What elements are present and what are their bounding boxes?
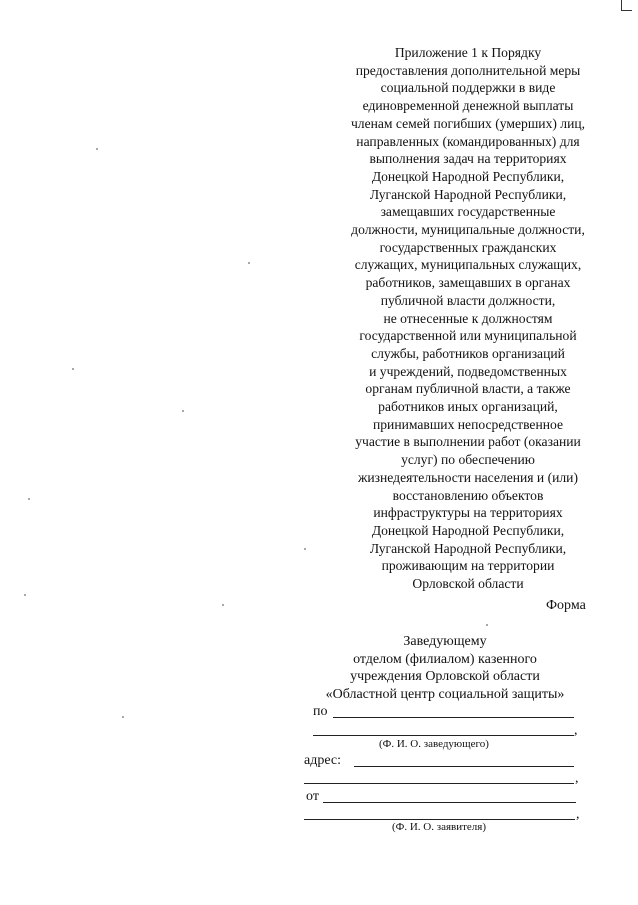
address-field-continued[interactable] bbox=[304, 783, 574, 784]
po-label: по bbox=[313, 704, 328, 719]
annex-line: выполнения задач на территориях bbox=[369, 151, 567, 167]
applicant-comma: , bbox=[576, 807, 580, 822]
annex-line: принимавших непосредственное bbox=[372, 416, 563, 432]
annex-line: Луганской Народной Республики, bbox=[369, 186, 567, 202]
addressee-line: Заведующему bbox=[403, 634, 487, 649]
annex-line: должности, муниципальные должности, bbox=[351, 222, 585, 238]
annex-line: направленных (командированных) для bbox=[356, 133, 580, 149]
page-corner-mark bbox=[621, 0, 632, 11]
address-comma: , bbox=[575, 771, 579, 786]
addressee-line: «Областной центр социальной защиты» bbox=[325, 686, 565, 702]
scan-speck bbox=[72, 368, 74, 370]
annex-line: единовременной денежной выплаты bbox=[362, 98, 574, 114]
annex-line: Приложение 1 к Порядку bbox=[394, 45, 542, 60]
annex-line: государственной или муниципальной bbox=[359, 328, 577, 344]
annex-line: услуг) по обеспечению bbox=[401, 452, 535, 468]
scan-speck bbox=[222, 604, 224, 606]
annex-line: инфраструктуры на территориях bbox=[373, 505, 563, 521]
annex-line: социальной поддержки в виде bbox=[380, 80, 556, 96]
scan-speck bbox=[486, 624, 488, 626]
scan-speck bbox=[28, 498, 30, 500]
addressee-block bbox=[300, 633, 590, 703]
annex-line: государственных гражданских bbox=[379, 239, 557, 255]
annex-line: не отнесенные к должностям bbox=[383, 310, 553, 326]
scan-speck bbox=[96, 148, 98, 150]
annex-line: работников иных организаций, bbox=[378, 399, 558, 415]
address-field[interactable] bbox=[354, 766, 574, 767]
annex-line: восстановлению объектов bbox=[392, 487, 544, 503]
annex-line: предоставления дополнительной меры bbox=[355, 62, 581, 78]
addressee-line: отделом (филиалом) казенного bbox=[353, 651, 537, 667]
applicant-name-caption: (Ф. И. О. заявителя) bbox=[392, 821, 487, 833]
head-name-caption: (Ф. И. О. заведующего) bbox=[379, 738, 489, 750]
applicant-name-field-continued[interactable] bbox=[304, 819, 575, 820]
annex-line: проживающим на территории bbox=[381, 558, 555, 574]
from-label: от bbox=[306, 789, 319, 804]
addressee-line: учреждения Орловской области bbox=[350, 669, 540, 685]
form-label: Форма bbox=[546, 598, 586, 613]
annex-line: Донецкой Народной Республики, bbox=[371, 522, 565, 538]
head-comma: , bbox=[574, 723, 578, 738]
applicant-name-field[interactable] bbox=[323, 802, 576, 803]
scan-speck bbox=[304, 548, 306, 550]
annex-line: и учреждений, подведомственных bbox=[369, 363, 567, 379]
scan-speck bbox=[182, 410, 184, 412]
annex-line: участие в выполнении работ (оказании bbox=[355, 434, 581, 450]
head-name-field-continued[interactable] bbox=[313, 735, 574, 736]
annex-line: Донецкой Народной Республики, bbox=[371, 168, 565, 184]
annex-header bbox=[330, 44, 606, 593]
scan-speck bbox=[122, 716, 124, 718]
annex-line: Луганской Народной Республики, bbox=[369, 540, 567, 556]
annex-line: жизнедеятельности населения и (или) bbox=[357, 469, 578, 485]
annex-line: работников, замещавших в органах bbox=[365, 275, 571, 291]
scan-speck bbox=[248, 262, 250, 264]
annex-line: службы, работников организаций bbox=[371, 345, 565, 361]
address-label: адрес: bbox=[304, 753, 342, 768]
scan-speck bbox=[24, 594, 26, 596]
annex-line: органам публичной власти, а также bbox=[365, 381, 571, 397]
annex-line: Орловской области bbox=[412, 576, 524, 592]
annex-line: служащих, муниципальных служащих, bbox=[354, 257, 582, 273]
annex-line: публичной власти должности, bbox=[380, 292, 556, 308]
annex-line: членам семей погибших (умерших) лиц, bbox=[350, 115, 586, 131]
head-name-field[interactable] bbox=[333, 717, 574, 718]
annex-line: замещавших государственные bbox=[380, 204, 556, 220]
